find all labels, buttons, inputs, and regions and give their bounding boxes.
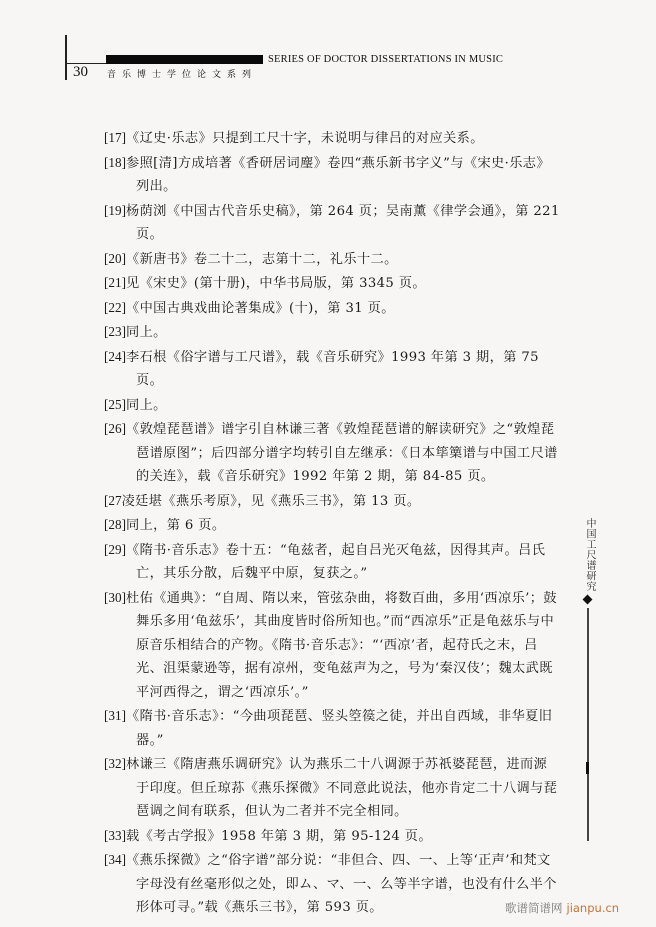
page-number: 30: [73, 64, 88, 80]
endnote-number: [27: [104, 492, 122, 508]
header-black-bar: [106, 55, 263, 64]
endnote-19: [104, 199, 560, 247]
endnote-text: 杨荫浏《中国古代音乐史稿》，第 264 页；吴南薰《律学会通》，第 221 页。: [125, 203, 560, 242]
endnote-30: [104, 586, 560, 705]
endnote-number: [26]: [104, 421, 126, 436]
endnote-31: [104, 704, 560, 752]
series-title-en: SERIES OF DOCTOR DISSERTATIONS IN MUSIC: [268, 54, 504, 65]
endnote-number: [23]: [104, 324, 126, 339]
endnote-22: [104, 296, 560, 321]
endnote-number: [34]: [104, 852, 126, 867]
endnote-28: [104, 513, 560, 538]
endnote-text: 同上。: [125, 325, 167, 340]
endnote-number: [20]: [104, 250, 126, 266]
side-rule-marker: [586, 762, 589, 774]
endnote-21: [104, 271, 560, 296]
endnote-number: [22]: [104, 299, 126, 315]
endnote-number: [32]: [104, 756, 126, 771]
watermark: [505, 900, 619, 916]
endnote-number: [25]: [104, 396, 126, 412]
endnotes-list: [104, 126, 560, 920]
endnote-17: [104, 126, 560, 151]
series-title-cn: 音乐博士学位论文系列: [107, 70, 258, 80]
endnote-number: [33]: [104, 827, 126, 843]
endnote-number: [24]: [104, 348, 126, 364]
diamond-icon: [583, 595, 593, 605]
endnote-number: [19]: [104, 202, 126, 218]
endnote-23: [104, 320, 560, 345]
endnote-number: [18]: [104, 154, 126, 170]
endnote-text: 《隋书·音乐志》卷十五：“龟兹者，起自吕光灭龟兹，因得其声。吕氏亡，其乐分散，后魏平中原，复获之。”: [125, 542, 546, 581]
endnote-number: [30]: [104, 589, 126, 605]
endnote-number: [21]: [104, 275, 126, 290]
side-vertical-rule: [587, 608, 589, 841]
endnote-25: [104, 393, 560, 418]
watermark-cn: 歌谱简谱网: [505, 901, 563, 915]
endnote-27: [104, 489, 560, 514]
endnote-32: [104, 752, 560, 824]
endnote-text: 《新唐书》卷二十二，志第十二，礼乐十二。: [125, 251, 398, 267]
endnote-text: 见《宋史》(第十册)，中华书局版，第 3345 页。: [125, 276, 426, 291]
endnote-text: 凌廷堪《燕乐考原》，见《燕乐三书》，第 13 页。: [121, 493, 421, 509]
endnote-text: 《燕乐探微》之“俗字谱”部分说：“非但合、四、一、上等‘正声’和梵文字母没有丝毫形似之处，即ム、マ、一、么等半字谱，也没有什么半个形体可寻。”载《燕乐三书》，第 593 页。: [125, 853, 557, 915]
endnote-number: [29]: [104, 541, 126, 557]
endnote-text: 参照[清]方成培著《香研居词麈》卷四“燕乐新书字义”与《宋史·乐志》列出。: [125, 155, 550, 194]
endnote-text: 李石根《俗字谱与工尺谱》，载《音乐研究》1993 年第 3 期，第 75页。: [125, 349, 539, 388]
endnote-29: [104, 538, 560, 586]
endnote-text: 《中国古典戏曲论著集成》(十)，第 31 页。: [125, 300, 395, 316]
watermark-en: jianpu.cn: [566, 901, 620, 915]
endnote-34: [104, 848, 560, 920]
endnote-33: [104, 824, 560, 849]
endnote-text: 载《考古学报》1958 年第 3 期，第 95-124 页。: [125, 828, 432, 844]
endnote-18: [104, 151, 560, 199]
endnote-24: [104, 345, 560, 393]
endnote-text: 《敦煌琵琶谱》谱字引自林谦三著《敦煌琵琶谱的解读研究》之“敦煌琵琶谱原图”；后四部分谱字均转引自左继承：《日本筚篥谱与中国工尺谱的关连》，载《音乐研究》1992 年第 2 期，第 84-85 页。: [125, 422, 558, 484]
endnote-26: [104, 417, 560, 489]
endnote-text: 同上，第 6 页。: [125, 518, 226, 533]
endnote-20: [104, 247, 560, 272]
header-vertical-rule: [65, 35, 67, 80]
endnote-text: 杜佑《通典》：“自周、隋以来，管弦杂曲，将数百曲，多用‘西凉乐’；鼓舞乐多用‘龟兹乐’，其曲度皆时俗所知也。”而“西凉乐”正是龟兹乐与中原音乐相结合的产物。《隋书·音乐志》：“‘西凉’者，起苻氏之末，吕光、沮渠蒙逊等，据有凉州，变龟兹声为之，号为‘秦汉伎’；魏太武既平河西得之，谓之‘西凉乐’。”: [125, 590, 557, 700]
endnote-text: 同上。: [125, 397, 167, 413]
endnote-text: 《隋书·音乐志》：“今曲项琵琶、竖头箜篌之徒，并出自西域，非华夏旧器。”: [125, 709, 553, 748]
chapter-side-tab: 中国工尺谱研究: [584, 518, 595, 592]
endnote-number: [28]: [104, 517, 126, 532]
endnote-text: 《辽史·乐志》只提到工尺十字，未说明与律吕的对应关系。: [125, 131, 484, 146]
endnote-number: [31]: [104, 708, 126, 723]
endnote-number: [17]: [104, 130, 126, 145]
endnote-text: 林谦三《隋唐燕乐调研究》认为燕乐二十八调源于苏祇婆琵琶，进而源于印度。但丘琼荪《燕乐探微》不同意此说法，他亦肯定二十八调与琵琶调之间有联系，但认为二者并不完全相同。: [125, 757, 558, 819]
